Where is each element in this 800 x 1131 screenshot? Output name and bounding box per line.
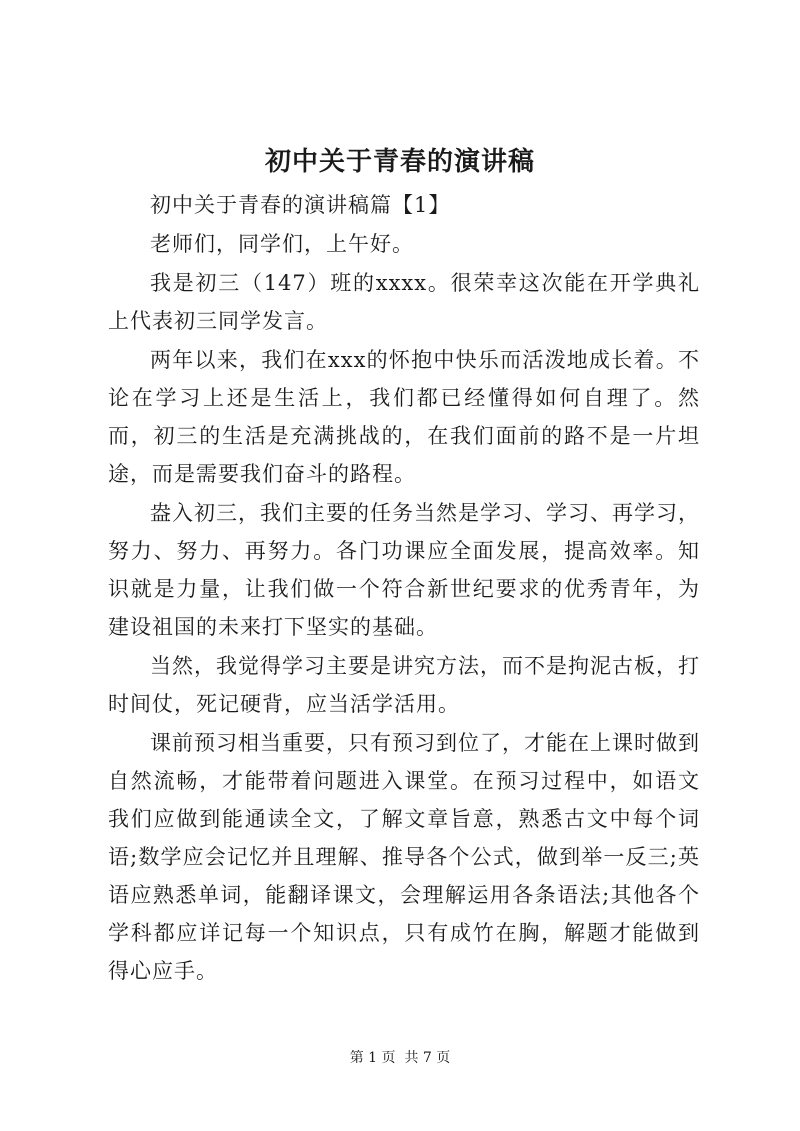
page-footer — [0, 1048, 800, 1068]
paragraph-greeting: 老师们，同学们，上午好。 — [150, 232, 414, 256]
paragraph-study-method: 当然，我觉得学习主要是讲究方法，而不是拘泥古板，打时间仗，死记硬背，应当活学活用。 — [108, 654, 700, 716]
document-body — [108, 186, 700, 991]
paragraph-two-years: 两年以来，我们在xxx的怀抱中快乐而活泼地成长着。不论在学习上还是生活上，我们都已经懂得如何自理了。然而，初三的生活是充满挑战的，在我们面前的路不是一片坦途，而是需要我们奋斗的路程。 — [108, 348, 700, 486]
document-title: 初中关于青春的演讲稿 — [264, 147, 535, 177]
paragraph-subtitle: 初中关于青春的演讲稿篇【1】 — [150, 193, 451, 217]
paragraph-preview: 课前预习相当重要，只有预习到位了，才能在上课时做到自然流畅，才能带着问题进入课堂。在预习过程中，如语文我们应做到能通读全文，了解文章旨意，熟悉古文中每个词语;数学应会记忆并且理解、推导各个公式，做到举一反三;英语应熟悉单词，能翻译课文，会理解运用各条语法;其他各个学科都应详记每一个知识点，只有成竹在胸，解题才能做到得心应手。 — [108, 731, 700, 983]
paragraph-intro: 我是初三（147）班的xxxx。很荣幸这次能在开学典礼上代表初三同学发言。 — [108, 271, 700, 333]
paragraph-entering-grade-three: 盎入初三，我们主要的任务当然是学习、学习、再学习，努力、努力、再努力。各门功课应全面发展，提高效率。知识就是力量，让我们做一个符合新世纪要求的优秀青年，为建设祖国的未来打下坚实的基础。 — [108, 501, 700, 639]
page-number-label: 第 1 页 共 7 页 — [349, 1050, 451, 1066]
